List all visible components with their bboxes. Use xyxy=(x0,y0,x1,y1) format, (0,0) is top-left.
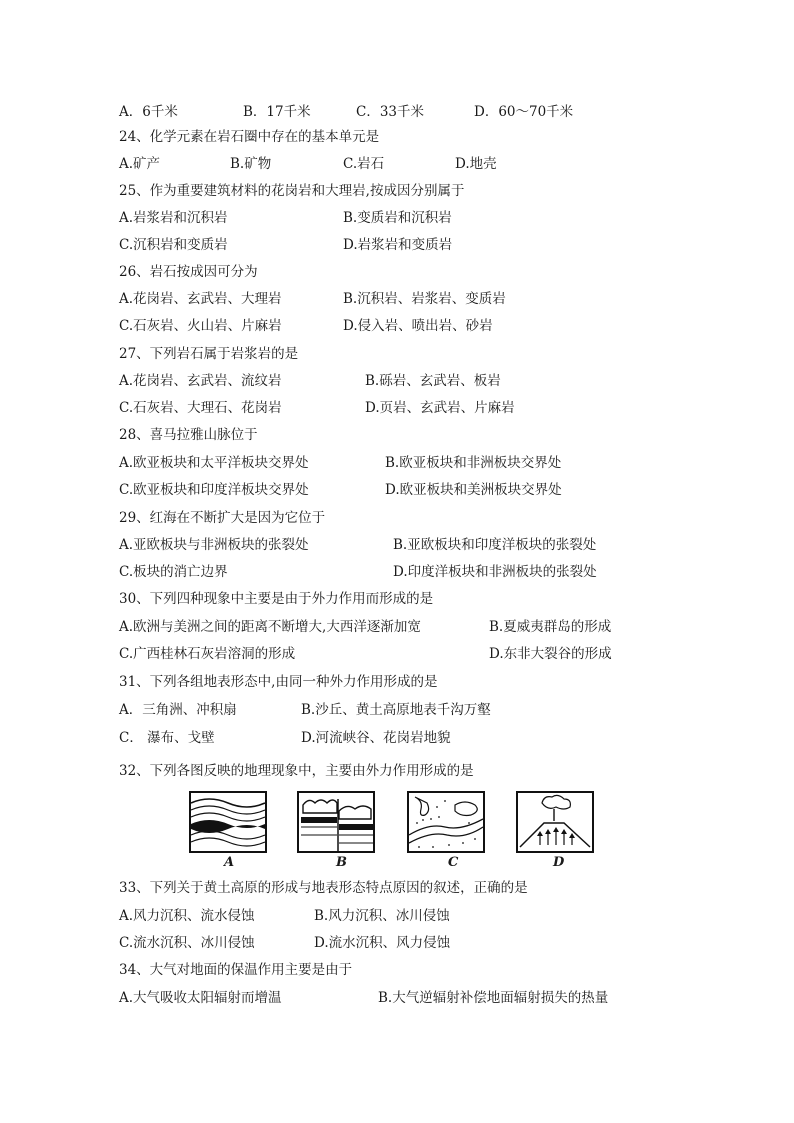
figure-d-volcano xyxy=(516,791,594,853)
q30-option-a: A.欧洲与美洲之间的距离不断增大,大西洋逐渐加宽 xyxy=(119,619,421,635)
q34-option-b: B.大气逆辐射补偿地面辐射损失的热量 xyxy=(378,990,609,1006)
q23-option-b: B．17千米 xyxy=(243,104,311,120)
q25-stem: 25、作为重要建筑材料的花岗岩和大理岩,按成因分别属于 xyxy=(119,183,465,199)
q24-option-c: C.岩石 xyxy=(343,156,385,172)
q24-option-a: A.矿产 xyxy=(119,156,161,172)
q27-stem: 27、下列岩石属于岩浆岩的是 xyxy=(119,346,299,362)
q28-option-b: B.欧亚板块和非洲板块交界处 xyxy=(385,455,562,471)
q31-option-a: A．三角洲、冲积扇 xyxy=(119,702,237,718)
q28-option-a: A.欧亚板块和太平洋板块交界处 xyxy=(119,455,309,471)
q24-option-d: D.地壳 xyxy=(455,156,497,172)
figure-a-folded-strata xyxy=(189,791,267,853)
q31-option-d: D.河流峡谷、花岗岩地貌 xyxy=(301,730,451,746)
q25-option-b: B.变质岩和沉积岩 xyxy=(343,210,452,226)
figure-c-river-delta xyxy=(407,791,485,853)
q26-option-c: C.石灰岩、火山岩、片麻岩 xyxy=(119,318,282,334)
q23-option-a: A．6千米 xyxy=(119,104,178,120)
q29-option-c: C.板块的消亡边界 xyxy=(119,564,228,580)
q26-stem: 26、岩石按成因可分为 xyxy=(119,264,258,280)
q33-option-b: B.风力沉积、冰川侵蚀 xyxy=(314,908,450,924)
q30-option-c: C.广西桂林石灰岩溶洞的形成 xyxy=(119,646,296,662)
figure-a-label: A xyxy=(224,855,235,870)
q30-stem: 30、下列四种现象中主要是由于外力作用而形成的是 xyxy=(119,591,434,607)
q33-option-c: C.流水沉积、冰川侵蚀 xyxy=(119,935,255,951)
q27-option-c: C.石灰岩、大理石、花岗岩 xyxy=(119,400,282,416)
q29-option-b: B.亚欧板块和印度洋板块的张裂处 xyxy=(393,537,597,553)
q28-option-d: D.欧亚板块和美洲板块交界处 xyxy=(385,482,562,498)
figure-b-faulted-block xyxy=(297,791,375,853)
q26-option-b: B.沉积岩、岩浆岩、变质岩 xyxy=(343,291,506,307)
q27-option-a: A.花岗岩、玄武岩、流纹岩 xyxy=(119,373,282,389)
figure-c-label: C xyxy=(448,855,459,870)
q27-option-d: D.页岩、玄武岩、片麻岩 xyxy=(365,400,515,416)
q29-option-a: A.亚欧板块与非洲板块的张裂处 xyxy=(119,537,309,553)
q32-stem: 32、下列各图反映的地理现象中，主要由外力作用形成的是 xyxy=(119,763,474,779)
q24-stem: 24、化学元素在岩石圈中存在的基本单元是 xyxy=(119,129,380,145)
q26-option-d: D.侵入岩、喷出岩、砂岩 xyxy=(343,318,493,334)
q24-option-b: B.矿物 xyxy=(230,156,272,172)
q34-stem: 34、大气对地面的保温作用主要是由于 xyxy=(119,962,353,978)
q34-option-a: A.大气吸收太阳辐射而增温 xyxy=(119,990,282,1006)
q33-option-a: A.风力沉积、流水侵蚀 xyxy=(119,908,255,924)
q27-option-b: B.砾岩、玄武岩、板岩 xyxy=(365,373,501,389)
q29-stem: 29、红海在不断扩大是因为它位于 xyxy=(119,510,326,526)
q25-option-d: D.岩浆岩和变质岩 xyxy=(343,237,453,253)
q29-option-d: D.印度洋板块和非洲板块的张裂处 xyxy=(393,564,597,580)
figure-d-label: D xyxy=(553,855,565,870)
q33-option-d: D.流水沉积、风力侵蚀 xyxy=(314,935,451,951)
q26-option-a: A.花岗岩、玄武岩、大理岩 xyxy=(119,291,282,307)
q25-option-c: C.沉积岩和变质岩 xyxy=(119,237,228,253)
q31-stem: 31、下列各组地表形态中,由同一种外力作用形成的是 xyxy=(119,674,438,690)
q28-option-c: C.欧亚板块和印度洋板块交界处 xyxy=(119,482,309,498)
q30-option-d: D.东非大裂谷的形成 xyxy=(489,646,612,662)
q23-option-d: D．60～70千米 xyxy=(474,104,574,120)
q31-option-b: B.沙丘、黄土高原地表千沟万壑 xyxy=(301,702,491,718)
q31-option-c: C． 瀑布、戈壁 xyxy=(119,730,215,746)
figure-b-label: B xyxy=(336,855,347,870)
q33-stem: 33、下列关于黄土高原的形成与地表形态特点原因的叙述，正确的是 xyxy=(119,880,528,896)
q23-option-c: C．33千米 xyxy=(356,104,425,120)
q25-option-a: A.岩浆岩和沉积岩 xyxy=(119,210,228,226)
q28-stem: 28、喜马拉雅山脉位于 xyxy=(119,427,258,443)
q30-option-b: B.夏威夷群岛的形成 xyxy=(489,619,612,635)
